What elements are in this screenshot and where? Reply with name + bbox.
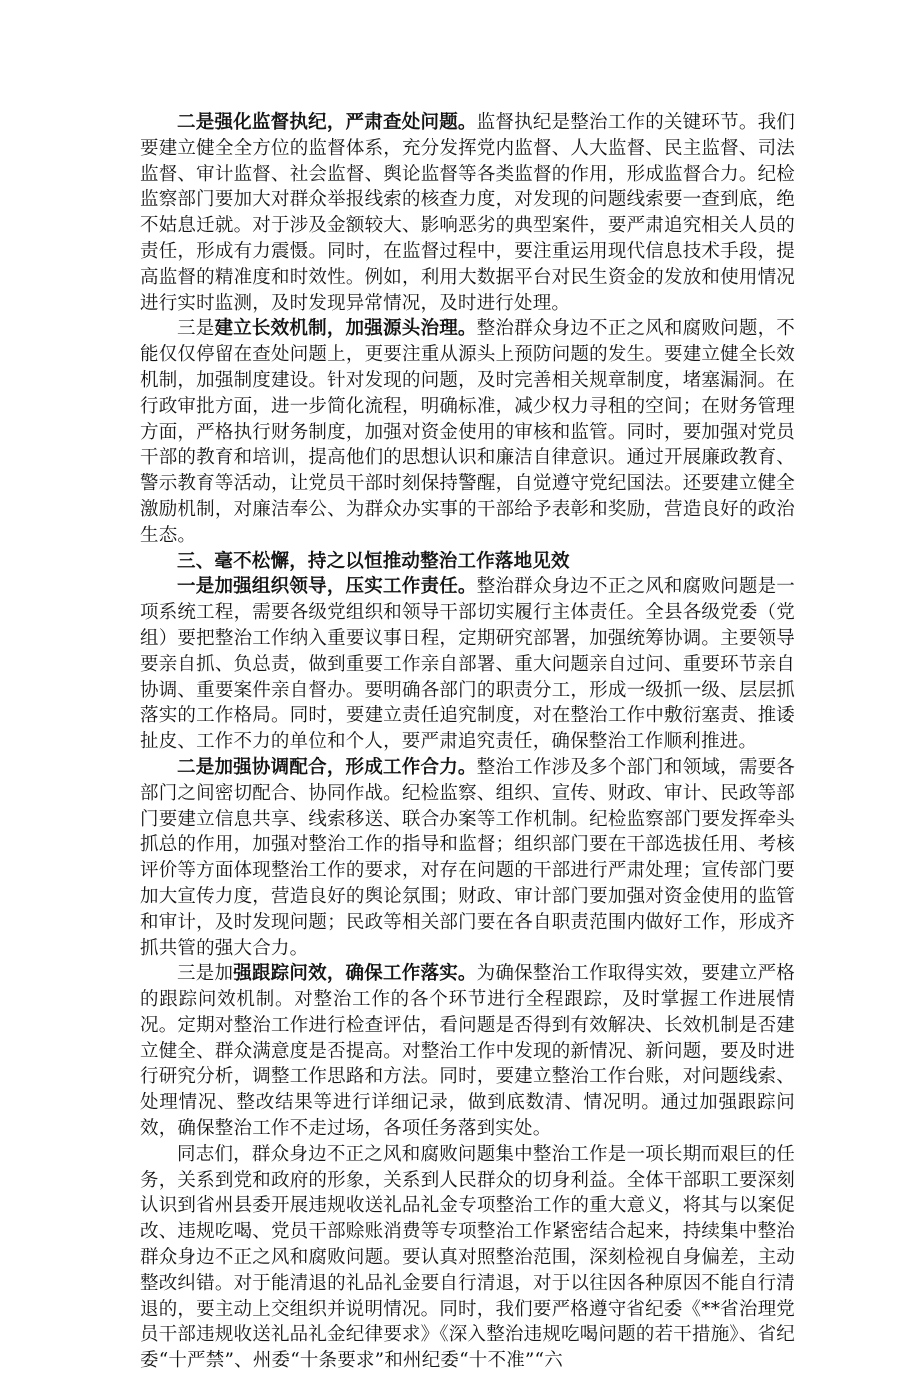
paragraph-body: 整治群众身边不正之风和腐败问题，不能仅仅停留在查处问题上，更要注重从源头上预防问题的发生。要建立健全长效机制，加强制度建设。针对发现的问题，及时完善相关规章制度，堵塞漏洞。在行政审批方面，进一步简化流程，明确标准，减少权力寻租的空间；在财务管理方面，严格执行财务制度，加强对资金使用的审核和监管。同时，要加强对党员干部的教育和培训，提高他们的思想认识和廉洁自律意识。通过开展廉政教育、警示教育等活动，让党员干部时刻保持警醒，自觉遵守党纪国法。还要建立健全激励机制，对廉洁奉公、为群众办实事的干部给予表彰和奖励，营造良好的政治生态。 [140, 318, 795, 546]
paragraph-lead-plain: 三是加 [177, 963, 234, 985]
paragraph-lead: 一是加强组织领导，压实工作责任。 [177, 576, 477, 598]
paragraph-follow-up [140, 961, 795, 1142]
paragraph-body: 为确保整治工作取得实效，要建立严格的跟踪问效机制。对整治工作的各个环节进行全程跟踪，及时掌握工作进展情况。定期对整治工作进行检查评估，看问题是否得到有效解决、长效机制是否建立健全、群众满意度是否提高。对整治工作中发现的新情况、新问题，要及时进行研究分析，调整工作思路和方法。同时，要建立整治工作台账，对问题线索、处理情况、整改结果等进行详细记录，做到底数清、情况明。通过加强跟踪问效，确保整治工作不走过场，各项任务落到实处。 [140, 963, 795, 1140]
paragraph-body: 整治工作涉及多个部门和领域，需要各部门之间密切配合、协同作战。纪检监察、组织、宣传、财政、审计、民政等部门要建立信息共享、线索移送、联合办案等工作机制。纪检监察部门要发挥牵头抓总的作用，加强对整治工作的指导和监督；组织部门要在干部选拔任用、考核评价等方面体现整治工作的要求，对存在问题的干部进行严肃处理；宣传部门要加大宣传力度，营造良好的舆论氛围；财政、审计部门要加强对资金使用的监管和审计，及时发现问题；民政等相关部门要在各自职责范围内做好工作，形成齐抓共管的强大合力。 [140, 756, 796, 959]
paragraph-supervision [140, 110, 795, 316]
paragraph-lead: 建立长效机制，加强源头治理。 [214, 318, 477, 340]
paragraph-lead-plain: 三是 [177, 318, 215, 340]
document-page [140, 110, 795, 1374]
paragraph-lead: 二是强化监督执纪，严肃查处问题。 [177, 112, 477, 133]
section-heading: 三、毫不松懈，持之以恒推动整治工作落地见效 [177, 550, 570, 572]
paragraph-closing [140, 1142, 795, 1374]
paragraph-body: 整治群众身边不正之风和腐败问题是一项系统工程，需要各级党组织和领导干部切实履行主体责任。全县各级党委（党组）要把整治工作纳入重要议事日程，定期研究部署，加强统筹协调。主要领导要亲自抓、负总责，做到重要工作亲自部署、重大问题亲自过问、重要环节亲自协调、重要案件亲自督办。要明确各部门的职责分工，形成一级抓一级、层层抓落实的工作格局。同时，要建立责任追究制度，对在整治工作中敷衍塞责、推诿扯皮、工作不力的单位和个人，要严肃追究责任，确保整治工作顺利推进。 [140, 576, 796, 753]
paragraph-coordination [140, 755, 795, 961]
paragraph-lead: 二是加强协调配合，形成工作合力。 [177, 756, 477, 778]
paragraph-body: 同志们，群众身边不正之风和腐败问题集中整治工作是一项长期而艰巨的任务，关系到党和政府的形象，关系到人民群众的切身利益。全体干部职工要深刻认识到省州县委开展违规收送礼品礼金专项整治工作的重大意义，将其与以案促改、违规吃喝、党员干部赊账消费等专项整治工作紧密结合起来，持续集中整治群众身边不正之风和腐败问题。要认真对照整治范围，深刻检视自身偏差，主动整改纠错。对于能清退的礼品礼金要自行清退，对于以往因各种原因不能自行清退的，要主动上交组织并说明情况。同时，我们要严格遵守省纪委《**省治理党员干部违规收送礼品礼金纪律要求》《深入整治违规吃喝问题的若干措施》、省纪委“十严禁”、州委“十条要求”和州纪委“十不准”“六 [140, 1143, 795, 1372]
paragraph-lead: 强跟踪问效，确保工作落实。 [233, 963, 477, 985]
paragraph-organizational-leadership [140, 574, 795, 755]
paragraph-body: 监督执纪是整治工作的关键环节。我们要建立健全全方位的监督体系，充分发挥党内监督、人大监督、民主监督、司法监督、审计监督、社会监督、舆论监督等各类监督的作用，形成监督合力。纪检监察部门要加大对群众举报线索的核查力度，对发现的问题线索要一查到底，绝不姑息迁就。对于涉及金额较大、影响恶劣的典型案件，要严肃追究相关人员的责任，形成有力震慑。同时，在监督过程中，要注重运用现代信息技术手段，提高监督的精准度和时效性。例如，利用大数据平台对民生资金的发放和使用情况进行实时监测，及时发现异常情况，及时进行处理。 [140, 112, 796, 314]
paragraph-long-term-mechanism [140, 316, 795, 548]
